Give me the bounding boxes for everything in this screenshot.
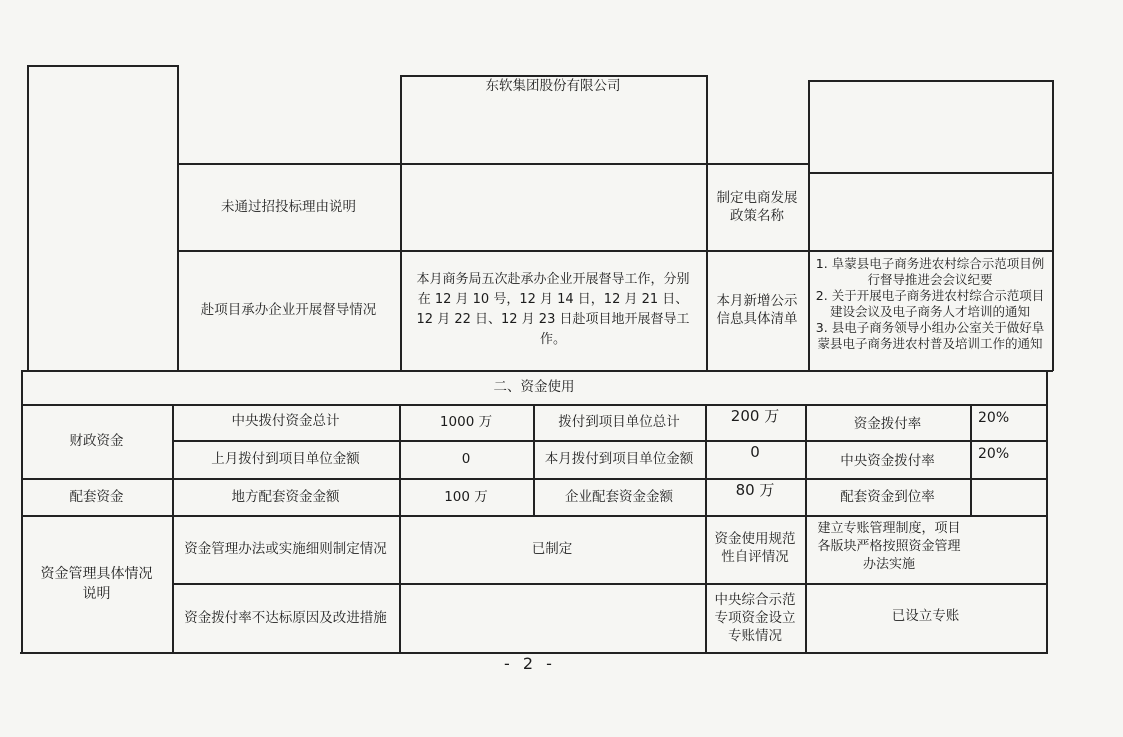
fiscal-funds-label: 财政资金 xyxy=(69,433,124,449)
policy-label: 制定电商发展政策名称 xyxy=(716,190,798,224)
disbursement-rate-value: 20% xyxy=(978,410,1010,426)
arrival-rate-value xyxy=(970,478,1046,515)
table-rule-v xyxy=(1052,80,1054,371)
self-eval-value: 建立专账管理制度，项目各版块严格按照资金管理办法实施 xyxy=(817,521,961,572)
list-item: 2. 关于开展电子商务进农村综合示范项目建设会议及电子商务人才培训的通知 xyxy=(815,288,1045,319)
policy-value xyxy=(808,173,1052,250)
measures-label: 资金管理办法或实施细则制定情况 xyxy=(184,541,387,557)
enterprise-matching-value: 80 万 xyxy=(735,481,775,499)
bidding-reason-label: 未通过招投标理由说明 xyxy=(221,199,356,215)
enterprise-matching-label: 企业配套资金金额 xyxy=(565,488,673,505)
this-month-label: 本月拨付到项目单位金额 xyxy=(544,451,694,467)
this-month-value: 0 xyxy=(750,443,760,461)
matching-funds-label: 配套资金 xyxy=(69,488,124,505)
table-rule-v xyxy=(27,65,29,371)
self-eval-label: 资金使用规范性自评情况 xyxy=(714,531,796,565)
page-number: - 2 - xyxy=(504,654,556,673)
policy-label-cell xyxy=(706,164,808,250)
publicity-label: 本月新增公示信息具体清单 xyxy=(716,293,798,327)
management-label-cell xyxy=(21,515,172,652)
central-total-label: 中央拨付资金总计 xyxy=(231,413,340,429)
section-title: 二、资金使用 xyxy=(493,379,575,395)
publicity-label-cell xyxy=(706,250,808,370)
central-total-value: 1000 万 xyxy=(439,414,493,430)
local-matching-value: 100 万 xyxy=(444,488,488,505)
disbursed-total-value: 200 万 xyxy=(730,407,780,425)
bidding-reason-value xyxy=(400,164,706,250)
central-rate-value: 20% xyxy=(978,446,1010,462)
publicity-list xyxy=(808,252,1052,370)
supervision-label: 赴项目承办企业开展督导情况 xyxy=(200,302,377,318)
shortfall-label: 资金拨付率不达标原因及改进措施 xyxy=(184,609,387,626)
supervision-value: 本月商务局五次赴承办企业开展督导工作，分别在 12 月 10 号，12 月 14 日，12 月 21 日、12 月 22 日、12 月 23 日赴项目地开展督导工作。 xyxy=(416,272,690,347)
central-rate-label: 中央资金拨付率 xyxy=(840,453,935,469)
table-rule-v xyxy=(1046,370,1048,654)
supervision-value-cell xyxy=(400,250,706,370)
self-eval-value-cell xyxy=(805,515,1046,579)
table-rule-h xyxy=(808,80,1054,82)
special-account-label: 中央综合示范专项资金设立专账情况 xyxy=(714,591,796,644)
self-eval-label-cell xyxy=(705,515,805,581)
list-item: 3. 县电子商务领导小组办公室关于做好阜蒙县电子商务进农村普及培训工作的通知 xyxy=(815,320,1045,351)
management-label: 资金管理具体情况说明 xyxy=(40,565,153,602)
measures-value: 已制定 xyxy=(531,541,573,557)
disbursed-total-label: 拨付到项目单位总计 xyxy=(558,414,680,430)
last-month-value: 0 xyxy=(461,451,471,467)
disbursement-rate-label: 资金拨付率 xyxy=(853,416,922,432)
last-month-label: 上月拨付到项目单位金额 xyxy=(211,451,360,467)
special-account-label-cell xyxy=(705,583,805,652)
local-matching-label: 地方配套资金金额 xyxy=(231,488,340,505)
company-name: 东软集团股份有限公司 xyxy=(485,78,621,94)
arrival-rate-label: 配套资金到位率 xyxy=(840,488,935,505)
special-account-value: 已设立专账 xyxy=(891,608,960,624)
list-item: 1. 阜蒙县电子商务进农村综合示范项目例行督导推进会会议纪要 xyxy=(815,256,1045,287)
shortfall-value xyxy=(399,583,705,652)
table-rule-h xyxy=(27,65,178,67)
